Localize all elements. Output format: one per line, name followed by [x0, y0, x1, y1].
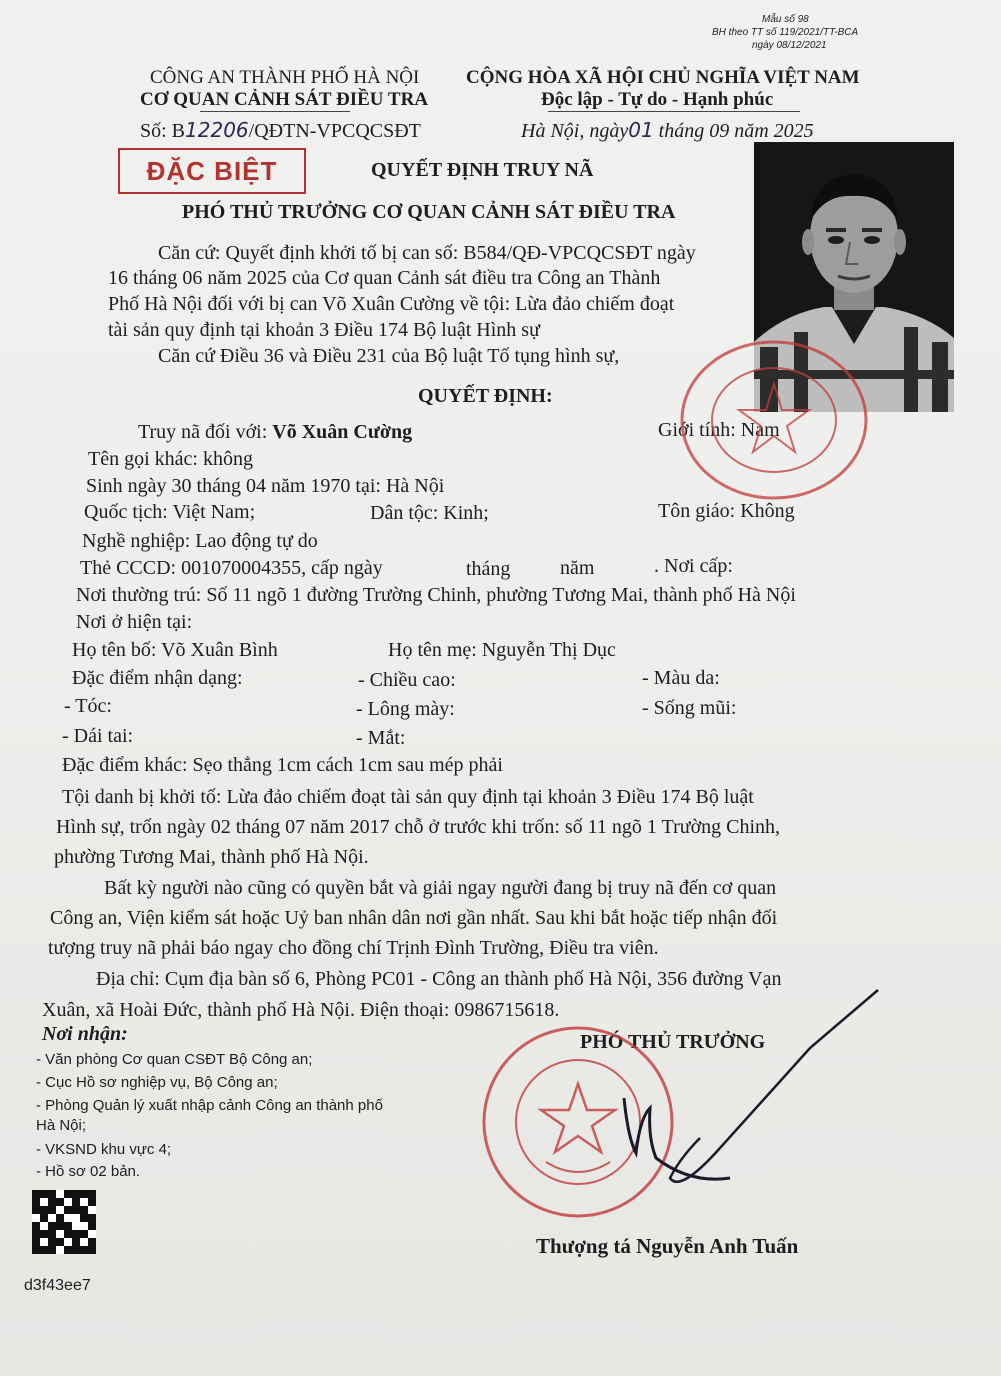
form-number: Mẫu số 98: [762, 14, 809, 25]
instruction-line-1: Bất kỳ người nào cũng có quyền bắt và giải ngay người đang bị truy nã đến cơ quan: [104, 877, 777, 899]
signatory-name: Thượng tá Nguyễn Anh Tuấn: [536, 1234, 799, 1258]
other-features-field: Đặc điểm khác: Sẹo thẳng 1cm cách 1cm sau mép phải: [62, 754, 503, 776]
id-card-field: Thẻ CCCD: 001070004355, cấp ngày: [80, 557, 383, 579]
basis-line-4: tài sản quy định tại khoản 3 Điều 174 Bộ luật Hình sự: [108, 319, 540, 341]
ears-field: - Dái tai:: [62, 725, 134, 747]
form-date: ngày 08/12/2021: [752, 40, 827, 51]
qr-code: [32, 1190, 96, 1254]
instruction-line-3: tượng truy nã phải báo ngay cho đồng chí Trịnh Đình Trường, Điều tra viên.: [48, 937, 659, 959]
handwritten-number: 12206: [185, 118, 249, 142]
features-heading: Đặc điểm nhận dạng:: [72, 667, 243, 689]
country-motto: Độc lập - Tự do - Hạnh phúc: [541, 89, 774, 110]
id-year-field: năm: [560, 557, 595, 579]
recipient-item: Hà Nội;: [36, 1117, 87, 1134]
wanted-person: Truy nã đối với: Võ Xuân Cường: [138, 421, 413, 443]
contact-line-1: Địa chỉ: Cụm địa bàn số 6, Phòng PC01 - Công an thành phố Hà Nội, 356 đường Vạn: [96, 968, 782, 990]
current-address-field: Nơi ở hiện tại:: [76, 611, 193, 633]
motto-underline: [548, 111, 800, 112]
handwritten-signature: [610, 988, 910, 1208]
recipients-heading: Nơi nhận:: [42, 1023, 128, 1045]
contact-line-2: Xuân, xã Hoài Đức, thành phố Hà Nội. Điện thoại: 0986715618.: [42, 999, 560, 1021]
id-month-field: tháng: [466, 558, 511, 580]
charge-line-3: phường Tương Mai, thành phố Hà Nội.: [54, 846, 369, 868]
agency-underline: [200, 111, 350, 112]
skin-field: - Màu da:: [642, 667, 720, 689]
gender-field: Giới tính: Nam: [658, 419, 780, 441]
wanted-name: Võ Xuân Cường: [272, 421, 413, 443]
permanent-address-field: Nơi thường trú: Số 11 ngõ 1 đường Trường Chinh, phường Tương Mai, thành phố Hà Nội: [76, 584, 796, 606]
basis-line-5: Căn cứ Điều 36 và Điều 231 của Bộ luật Tố tụng hình sự,: [158, 345, 620, 367]
mother-field: Họ tên mẹ: Nguyễn Thị Dục: [388, 639, 616, 661]
basis-line-3: Phố Hà Nội đối với bị can Võ Xuân Cường về tội: Lừa đảo chiếm đoạt: [108, 293, 675, 315]
special-stamp: ĐẶC BIỆT: [118, 148, 306, 194]
alias-field: Tên gọi khác: không: [88, 448, 253, 470]
father-field: Họ tên bố: Võ Xuân Bình: [72, 639, 278, 661]
agency-division: CƠ QUAN CẢNH SÁT ĐIỀU TRA: [140, 89, 429, 110]
agency-name: CÔNG AN THÀNH PHỐ HÀ NỘI: [150, 67, 420, 88]
height-field: - Chiều cao:: [358, 669, 456, 691]
ethnicity-field: Dân tộc: Kinh;: [370, 502, 489, 524]
charge-line-2: Hình sự, trốn ngày 02 tháng 07 năm 2017 chỗ ở trước khi trốn: số 11 ngõ 1 Trường Chinh,: [56, 816, 781, 838]
recipient-item: - Phòng Quản lý xuất nhập cảnh Công an thành phố: [36, 1097, 383, 1114]
charge-line-1: Tội danh bị khởi tố: Lừa đảo chiếm đoạt tài sản quy định tại khoản 3 Điều 174 Bộ luật: [62, 786, 754, 808]
document-title: QUYẾT ĐỊNH TRUY NÃ: [371, 159, 594, 181]
id-place-field: . Nơi cấp:: [654, 555, 733, 577]
instruction-line-2: Công an, Viện kiểm sát hoặc Uỷ ban nhân dân nơi gần nhất. Sau khi bắt hoặc tiếp nhận đối: [50, 907, 778, 929]
issuer-title: PHÓ THỦ TRƯỞNG CƠ QUAN CẢNH SÁT ĐIỀU TRA: [182, 201, 676, 223]
decision-heading: QUYẾT ĐỊNH:: [418, 385, 553, 407]
eyes-field: - Mắt:: [356, 727, 406, 749]
hair-field: - Tóc:: [64, 695, 112, 717]
signatory-title: PHÓ THỦ TRƯỞNG: [580, 1031, 766, 1053]
recipient-item: - VKSND khu vực 4;: [36, 1141, 172, 1158]
recipient-item: - Cục Hồ sơ nghiệp vụ, Bộ Công an;: [36, 1074, 278, 1091]
recipient-item: - Hồ sơ 02 bản.: [36, 1163, 141, 1180]
issue-date: Hà Nội, ngày01 tháng 09 năm 2025: [521, 118, 814, 142]
eyebrows-field: - Lông mày:: [356, 698, 455, 720]
handwritten-day: 01: [628, 118, 654, 142]
verification-code: d3f43ee7: [24, 1277, 91, 1294]
document-number: Số: B12206/QĐTN-VPCQCSĐT: [140, 118, 421, 142]
birth-field: Sinh ngày 30 tháng 04 năm 1970 tại: Hà Nội: [86, 475, 445, 497]
basis-line-2: 16 tháng 06 năm 2025 của Cơ quan Cảnh sát điều tra Công an Thành: [108, 267, 661, 289]
country-name: CỘNG HÒA XÃ HỘI CHỦ NGHĨA VIỆT NAM: [466, 67, 860, 88]
nose-field: - Sống mũi:: [642, 697, 737, 719]
occupation-field: Nghề nghiệp: Lao động tự do: [82, 530, 318, 552]
basis-line-1: Căn cứ: Quyết định khởi tố bị can số: B584/QĐ-VPCQCSĐT ngày: [158, 242, 696, 264]
nationality-field: Quốc tịch: Việt Nam;: [84, 501, 256, 523]
religion-field: Tôn giáo: Không: [658, 500, 795, 522]
form-legal-basis: BH theo TT số 119/2021/TT-BCA: [712, 27, 859, 38]
recipient-item: - Văn phòng Cơ quan CSĐT Bộ Công an;: [36, 1051, 313, 1068]
official-seal-upper: [676, 338, 872, 502]
